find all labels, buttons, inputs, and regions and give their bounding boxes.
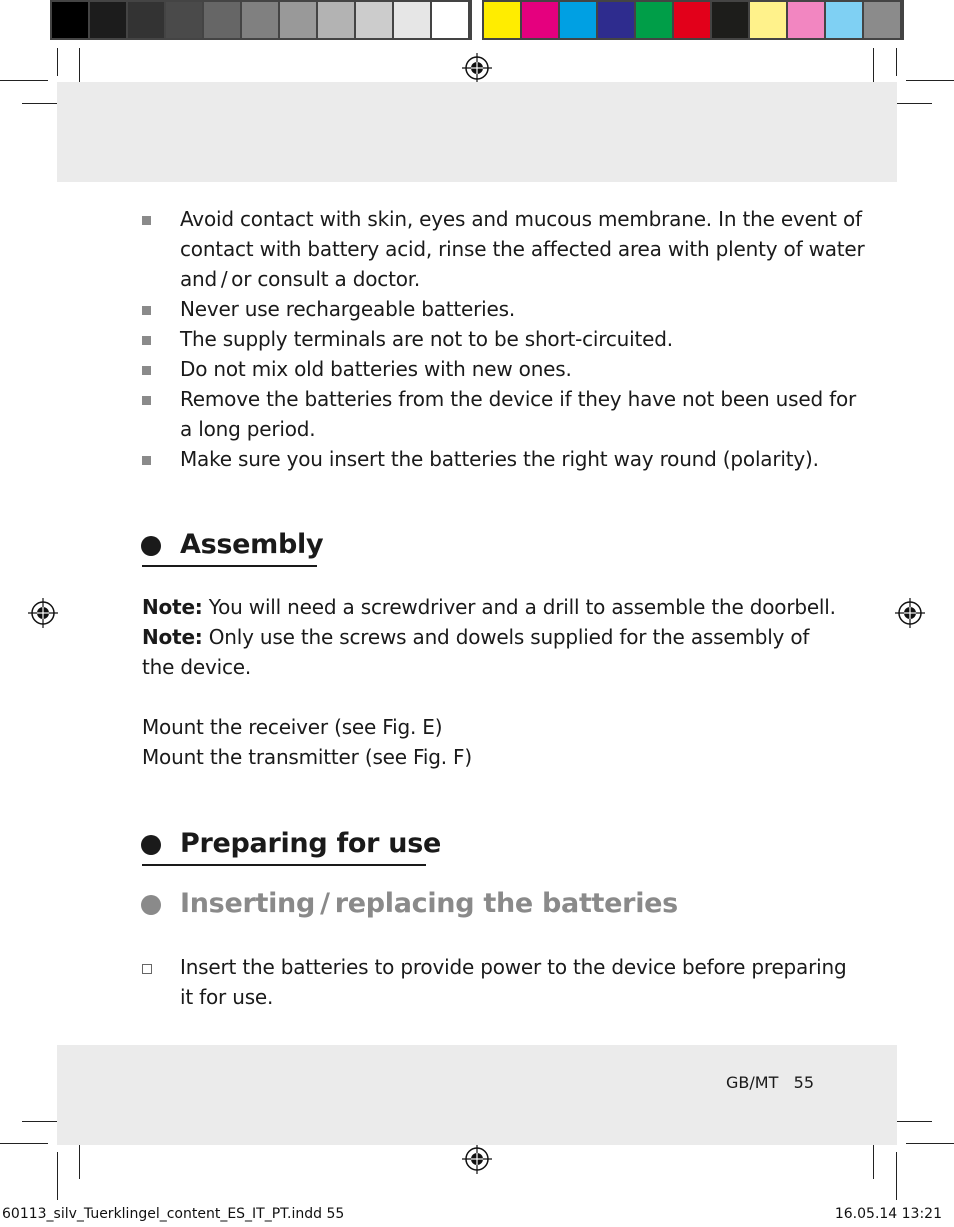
square-bullet-icon: [142, 306, 151, 315]
note-2: [142, 622, 809, 652]
page-number: 55: [793, 1073, 814, 1092]
crop-mark: [79, 1139, 80, 1179]
crop-mark: [0, 80, 48, 81]
header-band: [57, 82, 897, 182]
slug-date-time: 16.05.14 13:21: [834, 1206, 942, 1222]
color-swatch: [750, 2, 786, 38]
step-text: Insert the batteries to provide power to the device before preparing: [180, 955, 847, 979]
color-swatch: [864, 2, 900, 38]
list-item-text: Remove the batteries from the device if they have not been used for: [180, 387, 857, 411]
registration-mark-icon: [462, 53, 492, 83]
checkbox-bullet-icon: [142, 964, 152, 974]
gray-swatch: [128, 2, 164, 38]
color-swatch: [826, 2, 862, 38]
crop-mark: [22, 1121, 62, 1122]
square-bullet-icon: [142, 456, 151, 465]
note-2-continued: the device.: [142, 655, 252, 679]
list-item-text: Make sure you insert the batteries the right way round (polarity).: [180, 447, 819, 471]
list-item-text: and / or consult a doctor.: [180, 267, 421, 291]
registration-mark-icon: [462, 1144, 492, 1174]
page-footer: [700, 1073, 814, 1093]
list-item-text: The supply terminals are not to be short-circuited.: [180, 327, 673, 351]
footer-band: [57, 1045, 897, 1145]
square-bullet-icon: [142, 336, 151, 345]
list-item-text: Never use rechargeable batteries.: [180, 297, 516, 321]
registration-mark-icon: [28, 598, 58, 628]
gray-swatch: [166, 2, 202, 38]
crop-mark: [22, 103, 62, 104]
section-bullet-icon: [141, 835, 161, 855]
crop-mark: [906, 80, 954, 81]
color-swatch: [636, 2, 672, 38]
gray-swatch: [280, 2, 316, 38]
list-item-text: a long period.: [180, 417, 316, 441]
gray-swatch: [318, 2, 354, 38]
note-text: Only use the screws and dowels supplied for the assembly of: [202, 625, 810, 649]
crop-mark: [906, 1143, 954, 1144]
note-1: [142, 592, 836, 622]
color-swatch: [788, 2, 824, 38]
color-swatch: [674, 2, 710, 38]
square-bullet-icon: [142, 396, 151, 405]
square-bullet-icon: [142, 216, 151, 225]
note-label: Note:: [142, 595, 203, 619]
crop-mark: [57, 1152, 58, 1200]
gray-swatch: [90, 2, 126, 38]
preparing-heading: Preparing for use: [180, 828, 441, 859]
section-bullet-icon: [141, 536, 161, 556]
step-text-continued: it for use.: [180, 985, 274, 1009]
gray-swatch: [204, 2, 240, 38]
assembly-heading: Assembly: [180, 529, 324, 560]
color-swatch: [560, 2, 596, 38]
list-item-text: contact with battery acid, rinse the affected area with plenty of water: [180, 237, 865, 261]
color-calibration-bar: [50, 0, 904, 40]
crop-mark: [57, 48, 58, 76]
gray-swatch: [356, 2, 392, 38]
crop-mark: [0, 1143, 48, 1144]
square-bullet-icon: [142, 366, 151, 375]
crop-mark: [892, 1121, 932, 1122]
color-swatch: [522, 2, 558, 38]
locale-label: GB/MT: [726, 1073, 779, 1092]
gray-swatch: [432, 2, 468, 38]
crop-mark: [873, 1139, 874, 1179]
batteries-subheading: Inserting / replacing the batteries: [180, 888, 678, 919]
crop-mark: [892, 103, 932, 104]
list-item-text: Avoid contact with skin, eyes and mucous membrane. In the event of: [180, 207, 862, 231]
gray-swatch: [52, 2, 88, 38]
mount-receiver-text: Mount the receiver (see Fig. E): [142, 715, 443, 739]
assembly-heading-underline: [142, 565, 317, 567]
crop-mark: [896, 1152, 897, 1200]
gray-swatch: [242, 2, 278, 38]
note-label: Note:: [142, 625, 203, 649]
color-swatch: [712, 2, 748, 38]
preparing-heading-underline: [142, 864, 426, 866]
slug-file-name: 60113_silv_Tuerklingel_content_ES_IT_PT.indd 55: [2, 1206, 345, 1222]
mount-transmitter-text: Mount the transmitter (see Fig. F): [142, 745, 472, 769]
list-item-text: Do not mix old batteries with new ones.: [180, 357, 572, 381]
crop-mark: [896, 48, 897, 76]
gray-swatch: [394, 2, 430, 38]
registration-mark-icon: [895, 598, 925, 628]
color-swatch: [598, 2, 634, 38]
subsection-bullet-icon: [141, 895, 161, 915]
color-swatch: [484, 2, 520, 38]
note-text: You will need a screwdriver and a drill to assemble the doorbell.: [202, 595, 836, 619]
